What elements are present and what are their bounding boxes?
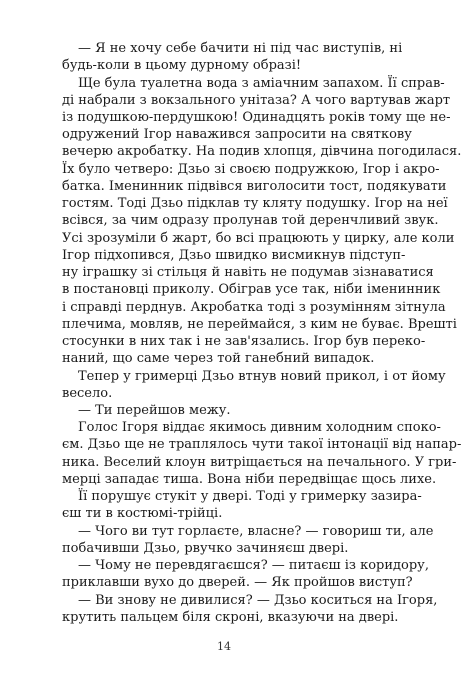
text-line: ника. Веселий клоун витріщається на печального. У гри-	[62, 454, 457, 470]
text-line: Голос Ігоря віддає якимось дивним холодним споко-	[78, 420, 441, 436]
text-line: Усі зрозуміли б жарт, бо всі працюють у цирку, але коли	[62, 230, 455, 246]
text-line: — Чому не перевдягаєшся? — питаєш із коридору,	[78, 558, 429, 574]
text-line: — Я не хочу себе бачити ні під час виступів, ні	[78, 41, 403, 56]
text-line: — Чого ви тут горлаєте, власне? — говориш ти, але	[78, 523, 434, 539]
text-line: ну іграшку зі стільця й навіть не подумав зізнаватися	[62, 265, 434, 281]
text-line: в постановці приколу. Обіграв усе так, ніби іменинник	[62, 282, 441, 298]
text-line: із подушкою-пердушкою! Одинадцять років тому ще не-	[62, 109, 451, 125]
text-line: всівся, за чим одразу пролунав той деренчливий звук.	[62, 213, 439, 229]
text-line: і справді перднув. Акробатка тоді з розумінням зітнула	[62, 299, 446, 315]
text-line: приклавши вухо до дверей. — Як пройшов виступ?	[62, 575, 413, 591]
text-line: побачивши Дзьо, рвучко зачиняєш двері.	[62, 540, 349, 556]
text-line: батка. Іменинник підвівся виголосити тост, подякувати	[62, 178, 447, 194]
text-line: мерці западає тиша. Вона ніби передвіщає щось лихе.	[62, 471, 437, 487]
text-line: Їх було четверо: Дзьо зі своєю подружкою, Ігор і акро-	[62, 161, 440, 177]
text-line: — Ви знову не дивилися? — Дзьо коситься на Ігоря,	[78, 592, 438, 608]
text-line: гостям. Тоді Дзьо підклав ту кляту подушку. Ігор на неї	[62, 196, 448, 212]
page-number: 14	[217, 640, 231, 653]
text-line: весело.	[62, 385, 113, 401]
text-line: крутить пальцем біля скроні, вказуючи на двері.	[62, 609, 399, 625]
text-line: Ігор підхопився, Дзьо швидко висмикнув підступ-	[62, 247, 406, 263]
text-line: стосунки в них так і не зав'язались. Ігор був переко-	[62, 334, 426, 349]
text-line: будь-коли в цьому дурному образі!	[62, 58, 302, 74]
text-line: Тепер у гримерці Дзьо втнув новий прикол, і от йому	[78, 368, 446, 384]
text-line: вечерю акробатку. На подив хлопця, дівчина погодилася.	[62, 144, 461, 160]
text-line: єм. Дзьо ще не траплялось чути такої інтонації від напар-	[62, 437, 461, 453]
text-line: Її порушує стукіт у двері. Тоді у гримерку зазира-	[78, 489, 422, 505]
text-line: ді набрали з вокзального унітаза? А чого вартував жарт	[62, 92, 451, 108]
text-line: наний, що саме через той ганебний випадок.	[62, 351, 375, 367]
text-line: єш ти в костюмі-трійці.	[62, 506, 223, 522]
text-line: одружений Ігор наважився запросити на святкову	[62, 127, 412, 143]
text-line: — Ти перейшов межу.	[78, 402, 231, 418]
text-line: плечима, мовляв, не переймайся, з ким не буває. Врешті	[62, 316, 457, 332]
text-line: Ще була туалетна вода з аміачним запахом. Її справ-	[78, 75, 445, 91]
